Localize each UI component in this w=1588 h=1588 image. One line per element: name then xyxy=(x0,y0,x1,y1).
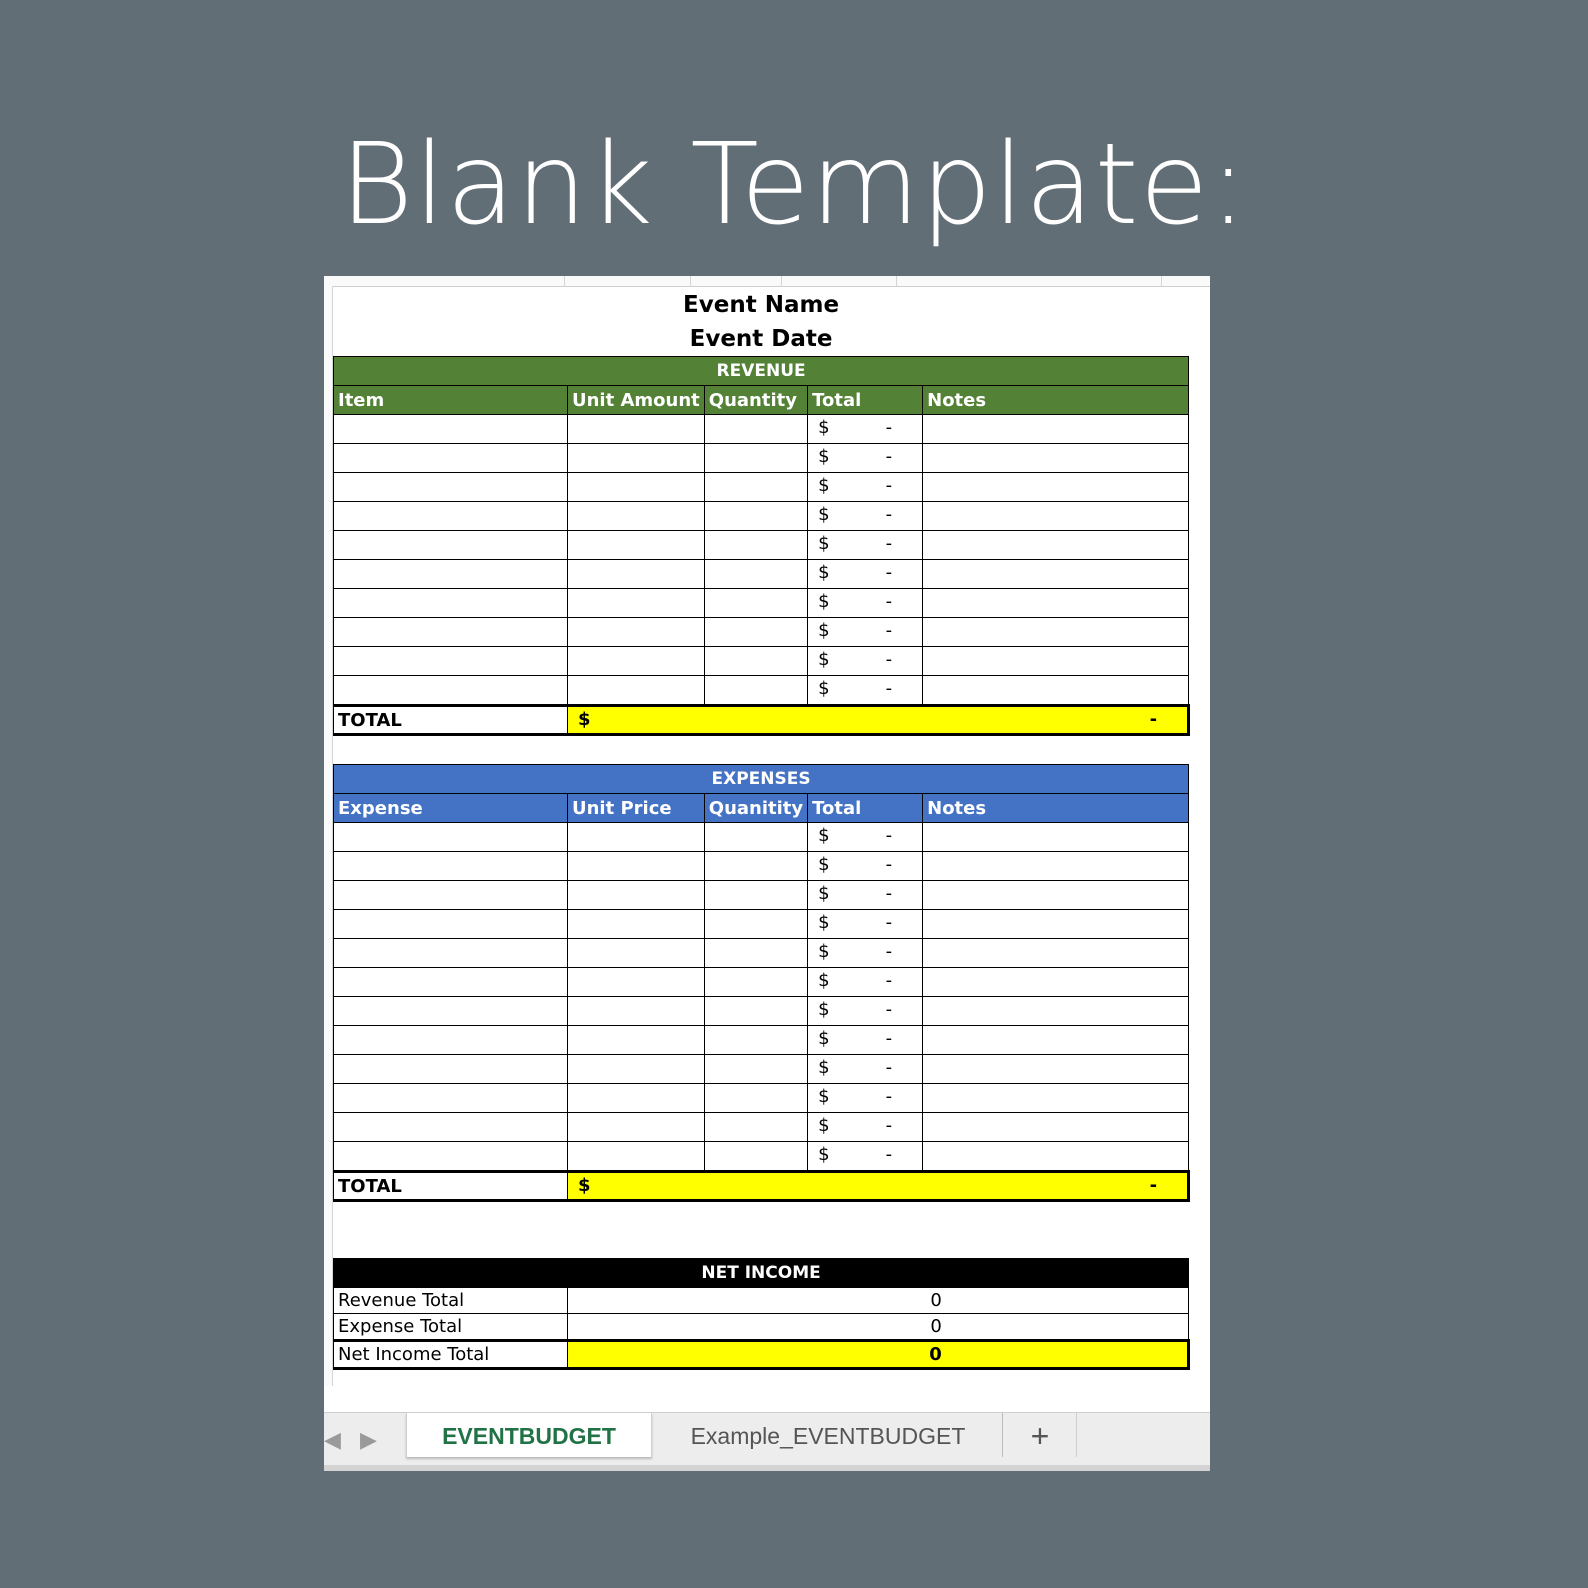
sheet-cell[interactable] xyxy=(568,997,705,1026)
spreadsheet-window xyxy=(324,276,1210,1471)
sheet-cell[interactable] xyxy=(923,997,1189,1026)
sheet-cell[interactable] xyxy=(808,881,923,910)
row-header-strip xyxy=(324,286,333,1386)
expenses-col-header[interactable]: Notes xyxy=(923,794,1189,823)
cell-value: - xyxy=(885,941,893,962)
net-income-row xyxy=(334,1341,1189,1369)
currency-symbol: $ xyxy=(818,1086,830,1107)
sheet-cell[interactable] xyxy=(923,560,1189,589)
revenue-total-value[interactable] xyxy=(568,706,1189,735)
cell-value: - xyxy=(885,854,893,875)
sheet-cell[interactable] xyxy=(923,647,1189,676)
sheet-cell[interactable] xyxy=(704,823,807,852)
sheet-cell[interactable] xyxy=(923,1113,1189,1142)
expenses-table-row xyxy=(334,881,1189,910)
sheet-cell[interactable] xyxy=(568,531,705,560)
sheet-cell[interactable] xyxy=(704,1055,807,1084)
net-income-value[interactable]: 0 xyxy=(568,1314,1189,1341)
sheet-cell[interactable] xyxy=(808,676,923,706)
sheet-cell[interactable] xyxy=(923,1026,1189,1055)
cell-value: - xyxy=(885,825,893,846)
sheet-cell[interactable] xyxy=(334,676,568,706)
sheet-cell[interactable] xyxy=(923,852,1189,881)
currency-symbol: $ xyxy=(818,999,830,1020)
sheet-cell[interactable] xyxy=(568,968,705,997)
revenue-col-header[interactable]: Quantity xyxy=(704,386,807,415)
sheet-cell[interactable] xyxy=(704,997,807,1026)
sheet-cell[interactable] xyxy=(704,939,807,968)
sheet-cell[interactable] xyxy=(923,1055,1189,1084)
sheet-cell[interactable] xyxy=(334,1055,568,1084)
sheet-cell[interactable] xyxy=(704,1026,807,1055)
currency-symbol: $ xyxy=(818,825,830,846)
sheet-cell[interactable] xyxy=(568,910,705,939)
cell-value: - xyxy=(885,591,893,612)
sheet-cell[interactable] xyxy=(568,502,705,531)
sheet-cell[interactable] xyxy=(334,823,568,852)
sheet-cell[interactable] xyxy=(704,1084,807,1113)
tab-example-eventbudget[interactable]: Example_EVENTBUDGET xyxy=(654,1413,1003,1457)
sheet-cell[interactable] xyxy=(568,939,705,968)
sheet-cell[interactable] xyxy=(334,939,568,968)
sheet-cell[interactable] xyxy=(334,968,568,997)
revenue-table-row xyxy=(334,676,1189,706)
event-name[interactable]: Event Name xyxy=(683,292,840,318)
expenses-band-row xyxy=(334,765,1189,794)
cell-value: - xyxy=(885,912,893,933)
cell-value: - xyxy=(885,1028,893,1049)
sheet-cell[interactable] xyxy=(808,415,923,444)
currency-symbol: $ xyxy=(578,1175,591,1196)
net-income-band-row xyxy=(334,1259,1189,1288)
sheet-cell[interactable] xyxy=(568,618,705,647)
cell-value: - xyxy=(885,475,893,496)
expenses-table-row xyxy=(334,1055,1189,1084)
sheet-cell[interactable] xyxy=(568,473,705,502)
currency-symbol: $ xyxy=(818,446,830,467)
sheet-cell[interactable] xyxy=(334,1142,568,1172)
empty-cell[interactable] xyxy=(334,1201,1189,1231)
cell-value: - xyxy=(885,1144,893,1165)
currency-symbol: $ xyxy=(818,970,830,991)
sheet-cell[interactable] xyxy=(808,939,923,968)
revenue-table-row xyxy=(334,415,1189,444)
currency-symbol: $ xyxy=(818,591,830,612)
empty-cell[interactable] xyxy=(334,735,1189,765)
cell-value: - xyxy=(885,417,893,438)
sheet-cell[interactable] xyxy=(568,823,705,852)
cell-value: - xyxy=(885,504,893,525)
sheet-cell[interactable] xyxy=(808,1113,923,1142)
sheet-cell[interactable] xyxy=(923,968,1189,997)
sheet-cell[interactable] xyxy=(808,1026,923,1055)
sheet-cell[interactable] xyxy=(568,647,705,676)
sheet-cell[interactable] xyxy=(568,1084,705,1113)
sheet-cell[interactable] xyxy=(704,647,807,676)
currency-symbol: $ xyxy=(818,678,830,699)
sheet-cell[interactable] xyxy=(808,1084,923,1113)
sheet-cell[interactable] xyxy=(923,502,1189,531)
revenue-col-header[interactable]: Item xyxy=(334,386,568,415)
sheet-cell[interactable] xyxy=(808,997,923,1026)
sheet-cell[interactable] xyxy=(704,968,807,997)
tab-scroll-left-icon[interactable]: ◀ xyxy=(324,1427,341,1452)
revenue-header-row xyxy=(334,386,1189,415)
add-sheet-button[interactable]: + xyxy=(1004,1413,1077,1457)
expenses-table-row xyxy=(334,852,1189,881)
sheet-cell[interactable] xyxy=(334,444,568,473)
expenses-col-header[interactable]: Quanitity xyxy=(704,794,807,823)
cell-value: - xyxy=(885,533,893,554)
expenses-col-header[interactable]: Unit Price xyxy=(568,794,705,823)
sheet-cell[interactable] xyxy=(334,881,568,910)
cell-value: - xyxy=(885,620,893,641)
revenue-table-row xyxy=(334,473,1189,502)
currency-symbol: $ xyxy=(818,1115,830,1136)
sheet-cell[interactable] xyxy=(568,676,705,706)
sheet-cell[interactable] xyxy=(923,939,1189,968)
currency-symbol: $ xyxy=(818,417,830,438)
revenue-total-row xyxy=(334,706,1189,735)
sheet-cell[interactable] xyxy=(808,910,923,939)
cell-value: - xyxy=(885,446,893,467)
total-amount: - xyxy=(1149,709,1158,730)
cell-value: - xyxy=(885,1057,893,1078)
net-income-label[interactable]: Net Income Total xyxy=(334,1341,568,1369)
currency-symbol: $ xyxy=(578,709,591,730)
sheet-cell[interactable] xyxy=(334,647,568,676)
net-income-row xyxy=(334,1288,1189,1314)
event-date-row xyxy=(334,322,1189,357)
currency-symbol: $ xyxy=(818,854,830,875)
currency-symbol: $ xyxy=(818,562,830,583)
revenue-table-row xyxy=(334,444,1189,473)
expenses-table-row xyxy=(334,939,1189,968)
sheet-cell[interactable] xyxy=(334,1113,568,1142)
sheet-cell[interactable] xyxy=(704,560,807,589)
sheet-cell[interactable] xyxy=(704,473,807,502)
empty-row xyxy=(334,1201,1189,1231)
event-date[interactable]: Event Date xyxy=(689,326,833,352)
revenue-table-row xyxy=(334,647,1189,676)
sheet-cell[interactable] xyxy=(808,618,923,647)
cell-value: - xyxy=(885,562,893,583)
sheet-cell[interactable] xyxy=(568,1142,705,1172)
expenses-table-row xyxy=(334,1113,1189,1142)
expenses-col-header[interactable]: Total xyxy=(808,794,923,823)
sheet-cell[interactable] xyxy=(704,502,807,531)
expenses-table-row xyxy=(334,823,1189,852)
sheet-cell[interactable] xyxy=(923,444,1189,473)
sheet-cell[interactable] xyxy=(923,1084,1189,1113)
sheet-cell[interactable] xyxy=(334,1084,568,1113)
sheet-cell[interactable] xyxy=(568,444,705,473)
sheet-cell[interactable] xyxy=(923,823,1189,852)
revenue-table-row xyxy=(334,589,1189,618)
expenses-total-label[interactable]: TOTAL xyxy=(334,1172,568,1201)
net-income-value[interactable]: 0 xyxy=(568,1288,1189,1314)
sheet-cell[interactable] xyxy=(704,676,807,706)
tab-scroll-right-icon[interactable]: ▶ xyxy=(360,1427,377,1452)
tab-eventbudget[interactable]: EVENTBUDGET xyxy=(406,1413,652,1457)
cell-value: - xyxy=(885,1115,893,1136)
event-name-row xyxy=(334,288,1189,322)
total-amount: - xyxy=(1149,1175,1158,1196)
sheet-cell[interactable] xyxy=(568,560,705,589)
sheet-cell[interactable] xyxy=(923,473,1189,502)
sheet-cell[interactable] xyxy=(923,676,1189,706)
sheet-cell[interactable] xyxy=(568,852,705,881)
currency-symbol: $ xyxy=(818,1057,830,1078)
sheet-cell[interactable] xyxy=(568,1026,705,1055)
currency-symbol: $ xyxy=(818,620,830,641)
revenue-col-header[interactable]: Unit Amount xyxy=(568,386,705,415)
revenue-table-row xyxy=(334,531,1189,560)
empty-row xyxy=(334,1230,1189,1259)
expenses-table-row xyxy=(334,1084,1189,1113)
page-heading: Blank Template: xyxy=(339,120,1249,250)
currency-symbol: $ xyxy=(818,1028,830,1049)
sheet-cell[interactable] xyxy=(808,444,923,473)
revenue-total-label[interactable]: TOTAL xyxy=(334,706,568,735)
sheet-cell[interactable] xyxy=(334,852,568,881)
sheet-cell[interactable] xyxy=(923,589,1189,618)
sheet-tab-bar xyxy=(324,1412,1210,1471)
cell-value: - xyxy=(885,999,893,1020)
net-income-row xyxy=(334,1314,1189,1341)
expenses-band[interactable]: EXPENSES xyxy=(334,765,1189,794)
expenses-table-row xyxy=(334,968,1189,997)
cell-value: - xyxy=(885,678,893,699)
revenue-col-header[interactable]: Notes xyxy=(923,386,1189,415)
sheet-cell[interactable] xyxy=(568,1055,705,1084)
sheet-cell[interactable] xyxy=(704,589,807,618)
expenses-table-row xyxy=(334,997,1189,1026)
revenue-band[interactable]: REVENUE xyxy=(334,357,1189,386)
sheet-cell[interactable] xyxy=(704,1113,807,1142)
revenue-table-row xyxy=(334,560,1189,589)
sheet-cell[interactable] xyxy=(923,531,1189,560)
sheet-cell[interactable] xyxy=(704,852,807,881)
sheet-cell[interactable] xyxy=(808,647,923,676)
cell-value: - xyxy=(885,970,893,991)
sheet-cell[interactable] xyxy=(808,531,923,560)
sheet-cell[interactable] xyxy=(923,618,1189,647)
sheet-cell[interactable] xyxy=(808,968,923,997)
sheet-cell[interactable] xyxy=(334,560,568,589)
revenue-table-row xyxy=(334,502,1189,531)
sheet-cell[interactable] xyxy=(334,589,568,618)
net-income-value[interactable]: 0 xyxy=(568,1341,1189,1369)
budget-grid xyxy=(333,288,1190,1370)
sheet-cell[interactable] xyxy=(334,473,568,502)
sheet-cell[interactable] xyxy=(808,560,923,589)
sheet-cell[interactable] xyxy=(923,415,1189,444)
currency-symbol: $ xyxy=(818,533,830,554)
sheet-cell[interactable] xyxy=(568,415,705,444)
sheet-cell[interactable] xyxy=(808,852,923,881)
sheet-cell[interactable] xyxy=(808,589,923,618)
expenses-header-row xyxy=(334,794,1189,823)
sheet-cell[interactable] xyxy=(808,473,923,502)
currency-symbol: $ xyxy=(818,883,830,904)
net-income-label[interactable]: Revenue Total xyxy=(334,1288,568,1314)
sheet-cell[interactable] xyxy=(334,415,568,444)
empty-row xyxy=(334,735,1189,765)
expenses-table-row xyxy=(334,1142,1189,1172)
sheet-cell[interactable] xyxy=(923,1142,1189,1172)
currency-symbol: $ xyxy=(818,475,830,496)
currency-symbol: $ xyxy=(818,1144,830,1165)
sheet-cell[interactable] xyxy=(334,618,568,647)
sheet-cell[interactable] xyxy=(704,415,807,444)
cell-value: - xyxy=(885,649,893,670)
empty-cell[interactable] xyxy=(334,1230,1189,1259)
column-header-strip xyxy=(324,276,1210,287)
sheet-cell[interactable] xyxy=(334,997,568,1026)
sheet-cell[interactable] xyxy=(334,502,568,531)
sheet-cell[interactable] xyxy=(704,1142,807,1172)
currency-symbol: $ xyxy=(818,941,830,962)
sheet-cell[interactable] xyxy=(334,1026,568,1055)
net-income-label[interactable]: Expense Total xyxy=(334,1314,568,1341)
sheet-cell[interactable] xyxy=(808,1142,923,1172)
sheet-cell[interactable] xyxy=(923,881,1189,910)
sheet-cell[interactable] xyxy=(568,1113,705,1142)
sheet-cell[interactable] xyxy=(568,881,705,910)
sheet-cell[interactable] xyxy=(923,910,1189,939)
sheet-cell[interactable] xyxy=(704,531,807,560)
sheet-cell[interactable] xyxy=(808,1055,923,1084)
sheet-cell[interactable] xyxy=(704,910,807,939)
currency-symbol: $ xyxy=(818,649,830,670)
sheet-cell[interactable] xyxy=(568,589,705,618)
cell-value: - xyxy=(885,1086,893,1107)
revenue-table-row xyxy=(334,618,1189,647)
expenses-total-row xyxy=(334,1172,1189,1201)
expenses-col-header[interactable]: Expense xyxy=(334,794,568,823)
expenses-table-row xyxy=(334,1026,1189,1055)
cell-value: - xyxy=(885,883,893,904)
currency-symbol: $ xyxy=(818,912,830,933)
net-income-band[interactable]: NET INCOME xyxy=(334,1259,1189,1288)
expenses-table-row xyxy=(334,910,1189,939)
currency-symbol: $ xyxy=(818,504,830,525)
sheet-cell[interactable] xyxy=(704,618,807,647)
sheet-cell[interactable] xyxy=(704,881,807,910)
revenue-col-header[interactable]: Total xyxy=(808,386,923,415)
sheet-cell[interactable] xyxy=(334,910,568,939)
sheet-cell[interactable] xyxy=(334,531,568,560)
sheet-cell[interactable] xyxy=(808,823,923,852)
revenue-band-row xyxy=(334,357,1189,386)
sheet-cell[interactable] xyxy=(808,502,923,531)
sheet-cell[interactable] xyxy=(704,444,807,473)
expenses-total-value[interactable] xyxy=(568,1172,1189,1201)
